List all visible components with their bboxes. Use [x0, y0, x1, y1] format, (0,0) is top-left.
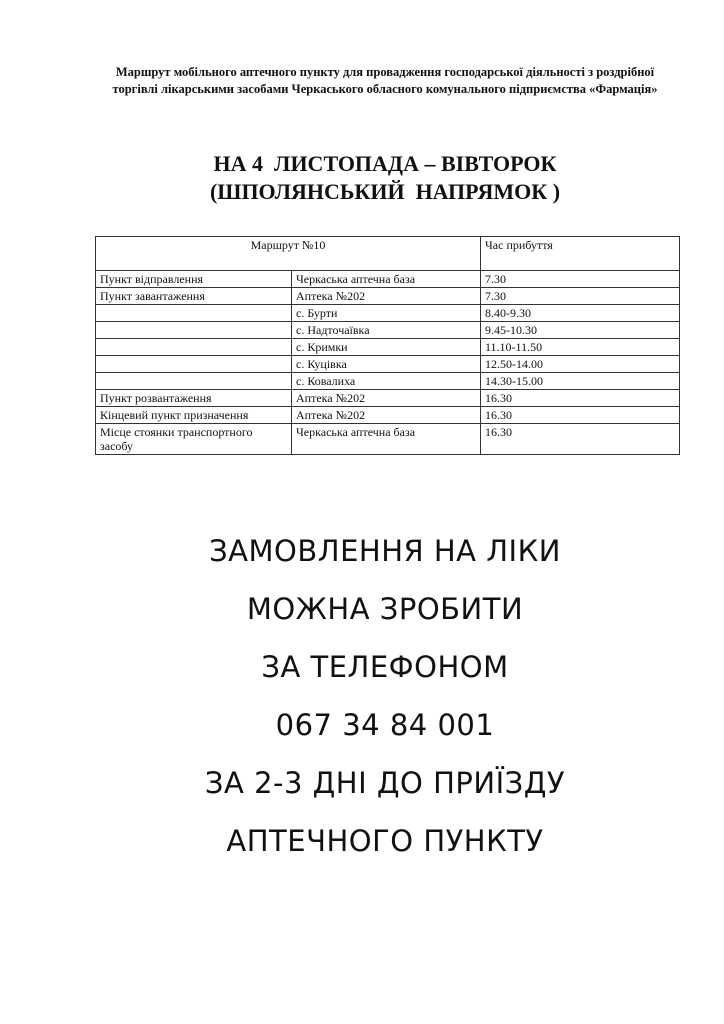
table-row	[96, 271, 680, 288]
point-cell	[96, 373, 292, 390]
place-cell: с. Куцівка	[292, 356, 481, 373]
table-row	[96, 407, 680, 424]
notice-line: ЗА 2-3 ДНІ ДО ПРИЇЗДУ	[204, 766, 566, 800]
point-cell: Місце стоянки транспортного засобу	[96, 424, 292, 455]
notice-line: ЗА ТЕЛЕФОНОМ	[261, 650, 509, 684]
point-cell: Пункт завантаження	[96, 288, 292, 305]
time-cell: 7.30	[481, 288, 680, 305]
place-cell: с. Кримки	[292, 339, 481, 356]
table-row	[96, 322, 680, 339]
point-cell	[96, 339, 292, 356]
point-cell	[96, 305, 292, 322]
order-notice	[90, 522, 680, 870]
time-cell: 14.30-15.00	[481, 373, 680, 390]
place-cell: Аптека №202	[292, 390, 481, 407]
time-cell: 16.30	[481, 390, 680, 407]
place-cell: Аптека №202	[292, 407, 481, 424]
heading-date-line: НА 4 ЛИСТОПАДА – ВІВТОРОК	[213, 151, 557, 176]
notice-line: МОЖНА ЗРОБИТИ	[246, 592, 524, 626]
time-cell: 9.45-10.30	[481, 322, 680, 339]
heading-direction-line: (ШПОЛЯНСЬКИЙ НАПРЯМОК )	[209, 179, 561, 204]
table-row	[96, 288, 680, 305]
point-cell	[96, 356, 292, 373]
place-cell: Черкаська аптечна база	[292, 271, 481, 288]
table-row	[96, 305, 680, 322]
table-header-row	[96, 237, 680, 271]
time-cell: 12.50-14.00	[481, 356, 680, 373]
notice-line: ЗАМОВЛЕННЯ НА ЛІКИ	[209, 534, 561, 568]
place-cell: Черкаська аптечна база	[292, 424, 481, 455]
intro-paragraph: Маршрут мобільного аптечного пункту для провадження господарської діяльності з роздрібної торгівлі лікарськими засобами Черкаського обласного комунального підприємства «Фармація»	[112, 65, 658, 96]
point-cell: Кінцевий пункт призначення	[96, 407, 292, 424]
phone-number: 067 34 84 001	[275, 708, 495, 742]
place-cell: с. Надточаївка	[292, 322, 481, 339]
time-cell: 11.10-11.50	[481, 339, 680, 356]
table-row	[96, 356, 680, 373]
time-cell: 16.30	[481, 407, 680, 424]
route-table	[95, 236, 680, 455]
table-row	[96, 339, 680, 356]
page-heading	[90, 150, 680, 206]
time-cell: 7.30	[481, 271, 680, 288]
table-row	[96, 373, 680, 390]
time-cell: 16.30	[481, 424, 680, 455]
time-header-cell: Час прибуття	[481, 237, 680, 271]
route-header-cell: Маршрут №10	[96, 237, 481, 271]
place-cell: Аптека №202	[292, 288, 481, 305]
notice-line: АПТЕЧНОГО ПУНКТУ	[226, 824, 544, 858]
point-cell: Пункт розвантаження	[96, 390, 292, 407]
table-row	[96, 424, 680, 455]
place-cell: с. Ковалиха	[292, 373, 481, 390]
point-cell	[96, 322, 292, 339]
place-cell: с. Бурти	[292, 305, 481, 322]
time-cell: 8.40-9.30	[481, 305, 680, 322]
table-row	[96, 390, 680, 407]
point-cell: Пункт відправлення	[96, 271, 292, 288]
